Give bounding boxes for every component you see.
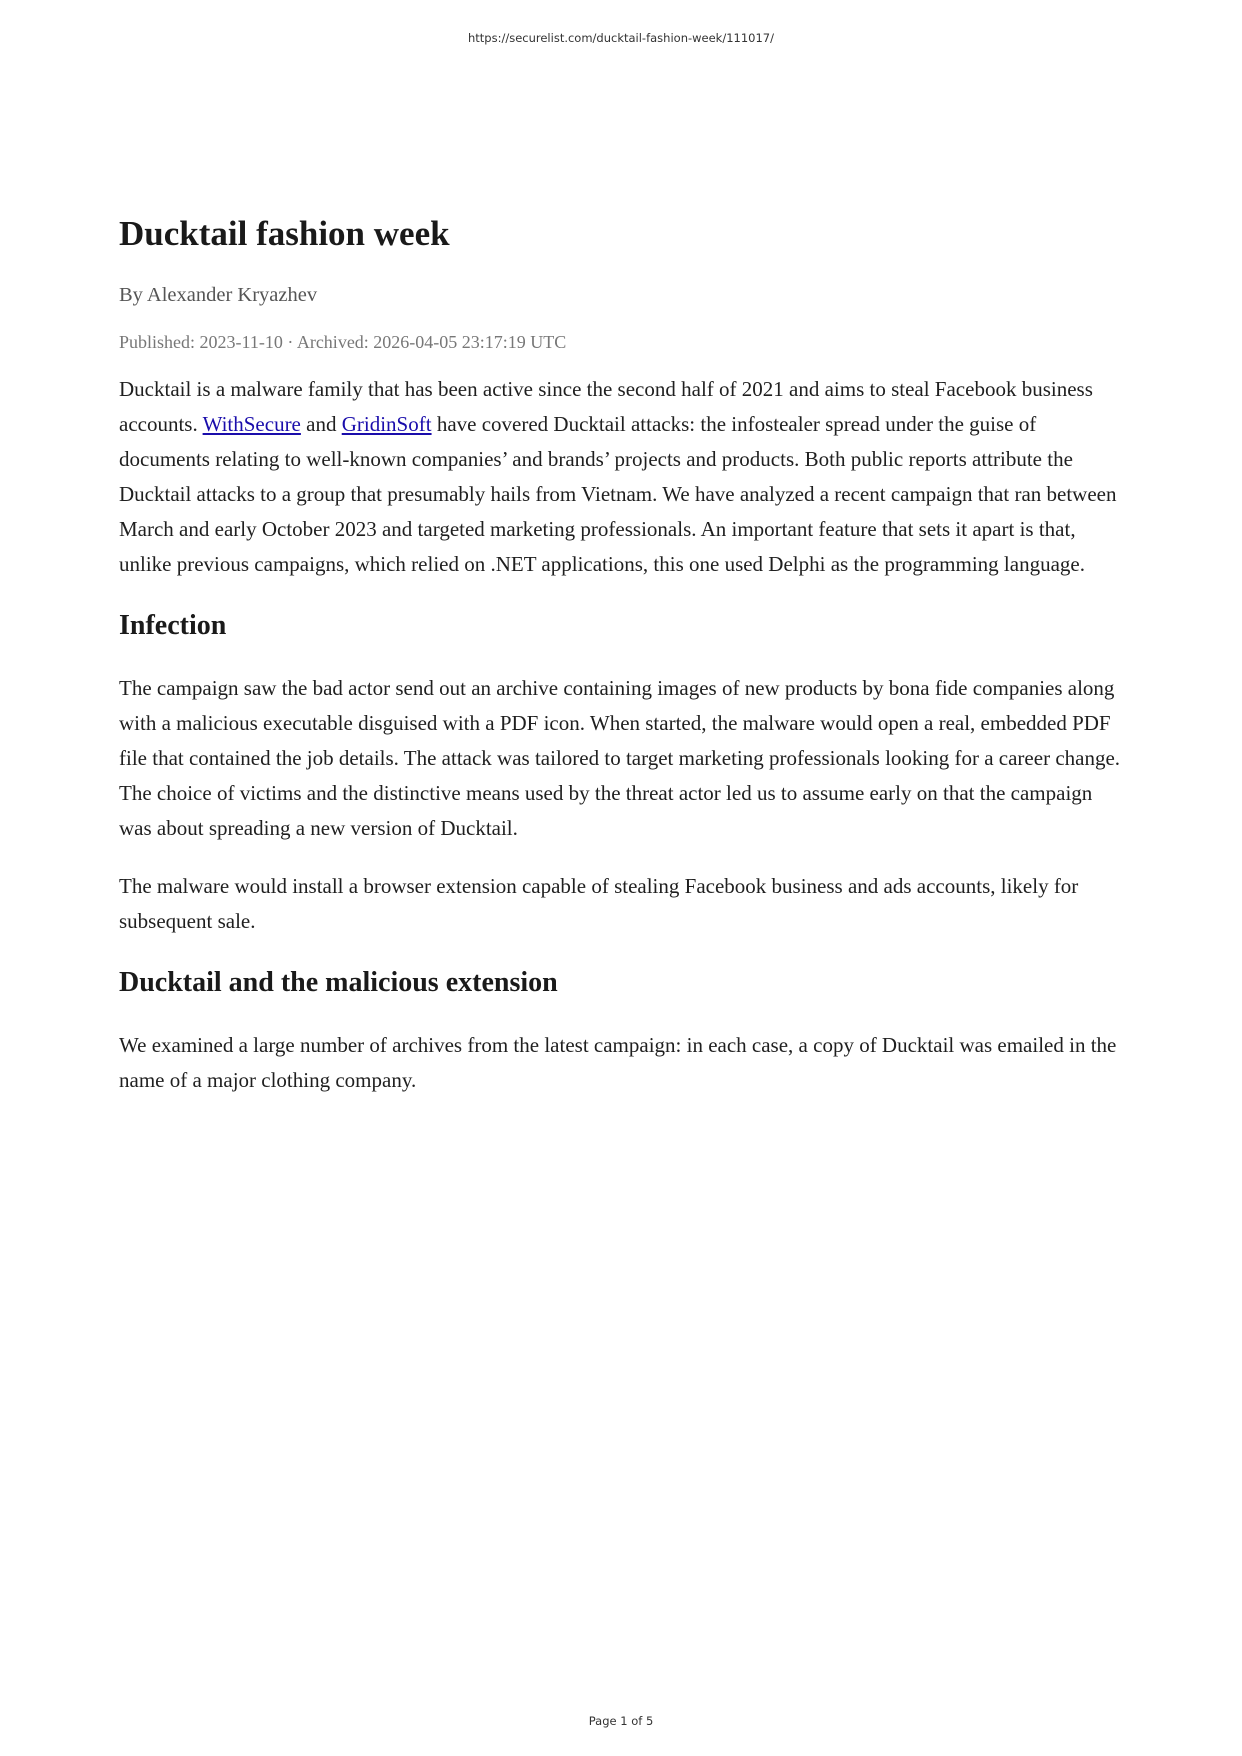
intro-text-part1: Ducktail is a malware family that has been active since the second half of 2021 and aims to steal Facebook business accounts.: [119, 377, 1093, 436]
infection-paragraph-1: The campaign saw the bad actor send out an archive containing images of new products by bona fide companies along with a malicious executable disguised with a PDF icon. When started, the malware would open a real, embedded PDF file that contained the job details. The attack was tailored to target marketing professionals looking for a career change. The choice of victims and the distinctive means used by the threat actor led us to assume early on that the campaign was about spreading a new version of Ducktail.: [119, 676, 1121, 840]
withsecure-link[interactable]: WithSecure: [202, 412, 301, 436]
article-title: Ducktail fashion week: [119, 214, 450, 253]
page-url-header: https://securelist.com/ducktail-fashion-week/111017/: [467, 31, 774, 45]
section-heading-infection: Infection: [119, 610, 227, 641]
page-number: Page 1 of 5: [588, 1714, 654, 1728]
intro-text-part3: have covered Ducktail attacks: the infostealer spread under the guise of documents relating to well-known companies’ and brands’ projects and products. Both public reports attribute the Ducktail attacks to a group that presumably hails from Vietnam. We have analyzed a recent campaign that ran between March and early October 2023 and targeted marketing professionals. An important feature that sets it apart is that, unlike previous campaigns, which relied on .NET applications, this one used Delphi as the programming language.: [119, 412, 1117, 576]
intro-text-part2: and: [300, 412, 342, 436]
article-dates: Published: 2023-11-10 · Archived: 2026-04-05 23:17:19 UTC: [119, 332, 567, 352]
intro-paragraph: [119, 372, 1129, 582]
article-byline: By Alexander Kryazhev: [119, 284, 318, 306]
infection-paragraph-2: The malware would install a browser extension capable of stealing Facebook business and ads accounts, likely for subsequent sale.: [119, 874, 1079, 933]
article: [119, 212, 1129, 1098]
gridinsoft-link[interactable]: GridinSoft: [341, 412, 432, 436]
extension-paragraph-1: We examined a large number of archives from the latest campaign: in each case, a copy of Ducktail was emailed in the name of a major clothing company.: [119, 1033, 1117, 1092]
section-heading-ducktail-extension: Ducktail and the malicious extension: [119, 967, 558, 998]
